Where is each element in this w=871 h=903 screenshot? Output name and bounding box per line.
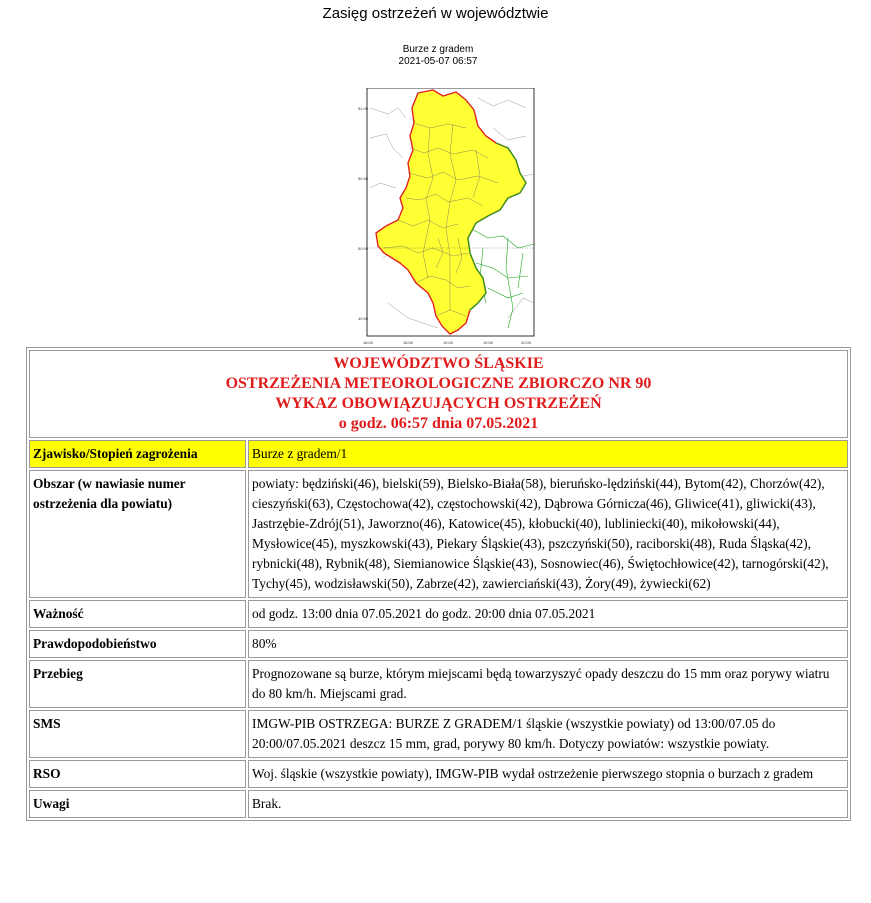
row-sms: [29, 710, 848, 758]
row-validity: [29, 600, 848, 628]
page-title: Zasięg ostrzeżeń w województwie: [322, 5, 549, 22]
row-rso: [29, 760, 848, 788]
map-caption-phenomenon: Burze z gradem: [402, 44, 474, 55]
header-issue-time: o godz. 06:57 dnia 07.05.2021: [338, 415, 539, 432]
row-notes: [29, 790, 848, 818]
header-bulletin-number: OSTRZEŻENIA METEOROLOGICZNE ZBIORCZO NR 90: [225, 375, 652, 392]
map-image: [358, 88, 538, 350]
row-label: Obszar (w nawiasie numer ostrzeżenia dla powiatu): [29, 470, 246, 598]
warning-table: [26, 347, 851, 821]
lat-tick: 50.50: [358, 176, 369, 181]
header-list-title: WYKAZ OBOWIĄZUJĄCYCH OSTRZEŻEŃ: [275, 395, 602, 412]
map-caption-date: 2021-05-07 06:57: [398, 56, 478, 67]
warning-header: [29, 350, 848, 438]
row-label: Zjawisko/Stopień zagrożenia: [29, 440, 246, 468]
lat-tick: 49.50: [358, 316, 369, 321]
lon-tick: 19.50: [483, 340, 494, 345]
row-value: Burze z gradem/1: [248, 440, 848, 468]
row-area: [29, 470, 848, 598]
row-label: Prawdopodobieństwo: [29, 630, 246, 658]
row-course: [29, 660, 848, 708]
row-phenomenon: [29, 440, 848, 468]
lon-tick: 18.00: [363, 340, 374, 345]
lat-tick: 51.00: [358, 106, 369, 111]
lon-tick: 20.00: [521, 340, 532, 345]
lat-tick: 50.00: [358, 246, 369, 251]
row-value: IMGW-PIB OSTRZEGA: BURZE Z GRADEM/1 śląskie (wszystkie powiaty) od 13:00/07.05 do 20:00/07.05.2021 deszcz 15 mm, grad, porywy 80 km/h. Dotyczy powiatów: wszystkie powiaty.: [248, 710, 848, 758]
row-label: Przebieg: [29, 660, 246, 708]
lon-tick: 18.50: [403, 340, 414, 345]
row-value: powiaty: będziński(46), bielski(59), Bielsko-Biała(58), bieruńsko-lędziński(44), Bytom(42), Chorzów(42), cieszyński(63), Częstochowa(42), częstochowski(42), Dąbrowa Górnicza(46), Gliwice(41), gliwicki(43), Jastrzębie-Zdrój(51), Jaworzno(46), Katowice(45), kłobucki(40), lubliniecki(40), mikołowski(44), Mysłowice(45), myszkowski(43), Piekary Śląskie(43), pszczyński(50), raciborski(48), Ruda Śląska(42), rybnicki(48), Rybnik(48), Siemianowice Śląskie(43), Sosnowiec(46), Świętochłowice(42), tarnogórski(42), Tychy(45), wodzisławski(50), Zabrze(42), zawierciański(43), Żory(49), żywiecki(62): [248, 470, 848, 598]
row-value: 80%: [248, 630, 848, 658]
row-value: Prognozowane są burze, którym miejscami będą towarzyszyć opady deszczu do 15 mm oraz porywy wiatru do 80 km/h. Miejscami grad.: [248, 660, 848, 708]
row-value: Woj. śląskie (wszystkie powiaty), IMGW-PIB wydał ostrzeżenie pierwszego stopnia o burzach z gradem: [248, 760, 848, 788]
row-label: Ważność: [29, 600, 246, 628]
row-probability: [29, 630, 848, 658]
row-label: Uwagi: [29, 790, 246, 818]
lon-tick: 19.00: [443, 340, 454, 345]
row-value: od godz. 13:00 dnia 07.05.2021 do godz. 20:00 dnia 07.05.2021: [248, 600, 848, 628]
header-row: [29, 350, 848, 438]
row-value: Brak.: [248, 790, 848, 818]
row-label: SMS: [29, 710, 246, 758]
warning-map: [358, 44, 532, 350]
header-voivodeship: WOJEWÓDZTWO ŚLĄSKIE: [333, 355, 544, 372]
row-label: RSO: [29, 760, 246, 788]
